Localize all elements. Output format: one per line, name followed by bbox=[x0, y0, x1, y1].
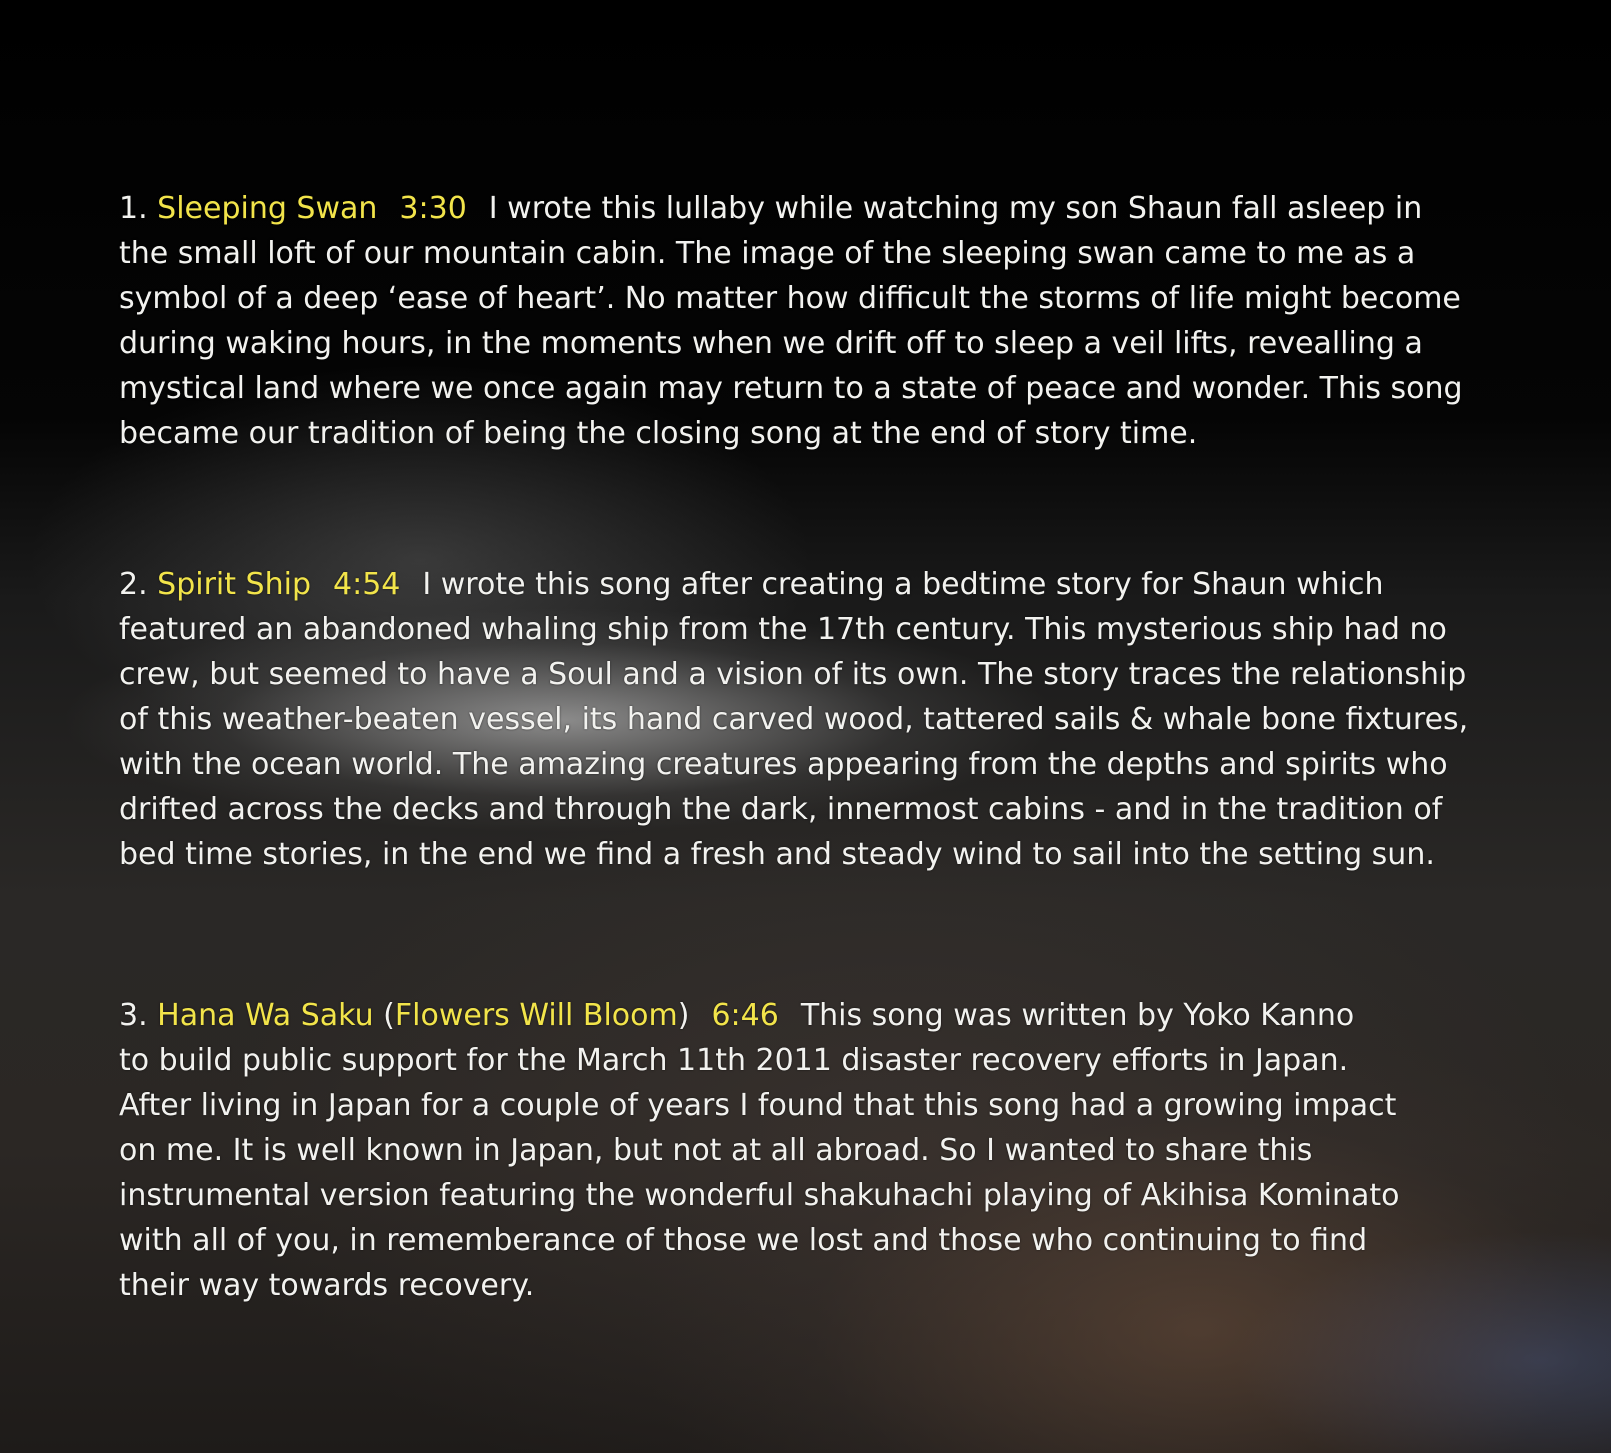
track-number: 1. bbox=[119, 191, 148, 226]
description-line: became our tradition of being the closing song at the end of story time. bbox=[119, 416, 1198, 451]
track-duration: 6:46 bbox=[711, 998, 779, 1033]
track-duration: 3:30 bbox=[399, 191, 467, 226]
description-line: with all of you, in rememberance of those we lost and those who continuing to find bbox=[119, 1223, 1368, 1258]
track-number: 3. bbox=[119, 998, 148, 1033]
description-line: on me. It is well known in Japan, but not at all abroad. So I wanted to share this bbox=[119, 1133, 1313, 1168]
paren-close: ) bbox=[677, 998, 690, 1033]
track-subtitle: Flowers Will Bloom bbox=[394, 998, 678, 1033]
track-header-line bbox=[119, 993, 1499, 1038]
track-header-line bbox=[119, 186, 1499, 231]
description-line: instrumental version featuring the wonderful shakuhachi playing of Akihisa Kominato bbox=[119, 1178, 1400, 1213]
description-line: to build public support for the March 11th 2011 disaster recovery efforts in Japan. bbox=[119, 1043, 1349, 1078]
description-line: during waking hours, in the moments when we drift off to sleep a veil lifts, revealling a bbox=[119, 326, 1423, 361]
description-line: featured an abandoned whaling ship from the 17th century. This mysterious ship had no bbox=[119, 612, 1447, 647]
track-duration: 4:54 bbox=[333, 567, 401, 602]
track-note-3 bbox=[119, 993, 1499, 1308]
track-title: Hana Wa Saku bbox=[157, 998, 374, 1033]
track-header-line bbox=[119, 562, 1499, 607]
track-number: 2. bbox=[119, 567, 148, 602]
description-line: This song was written by Yoko Kanno bbox=[800, 998, 1355, 1033]
track-note-1 bbox=[119, 186, 1499, 456]
description-line: After living in Japan for a couple of years I found that this song had a growing impact bbox=[119, 1088, 1397, 1123]
paren-open: ( bbox=[383, 998, 395, 1033]
description-line: I wrote this song after creating a bedtime story for Shaun which bbox=[422, 567, 1384, 602]
description-line: I wrote this lullaby while watching my son Shaun fall asleep in bbox=[488, 191, 1423, 226]
track-title: Sleeping Swan bbox=[157, 191, 378, 226]
description-line: the small loft of our mountain cabin. The image of the sleeping swan came to me as a bbox=[119, 236, 1416, 271]
description-line: mystical land where we once again may return to a state of peace and wonder. This song bbox=[119, 371, 1463, 406]
description-line: symbol of a deep ‘ease of heart’. No matter how difficult the storms of life might become bbox=[119, 281, 1461, 316]
description-line: of this weather-beaten vessel, its hand carved wood, tattered sails & whale bone fixtures, bbox=[119, 702, 1469, 737]
description-line: bed time stories, in the end we find a fresh and steady wind to sail into the setting sun. bbox=[119, 837, 1435, 872]
description-line: their way towards recovery. bbox=[119, 1268, 535, 1303]
track-note-2 bbox=[119, 562, 1499, 877]
description-line: with the ocean world. The amazing creatures appearing from the depths and spirits who bbox=[119, 747, 1448, 782]
track-title: Spirit Ship bbox=[157, 567, 311, 602]
description-line: crew, but seemed to have a Soul and a vision of its own. The story traces the relationship bbox=[119, 657, 1467, 692]
description-line: drifted across the decks and through the dark, innermost cabins - and in the tradition of bbox=[119, 792, 1443, 827]
